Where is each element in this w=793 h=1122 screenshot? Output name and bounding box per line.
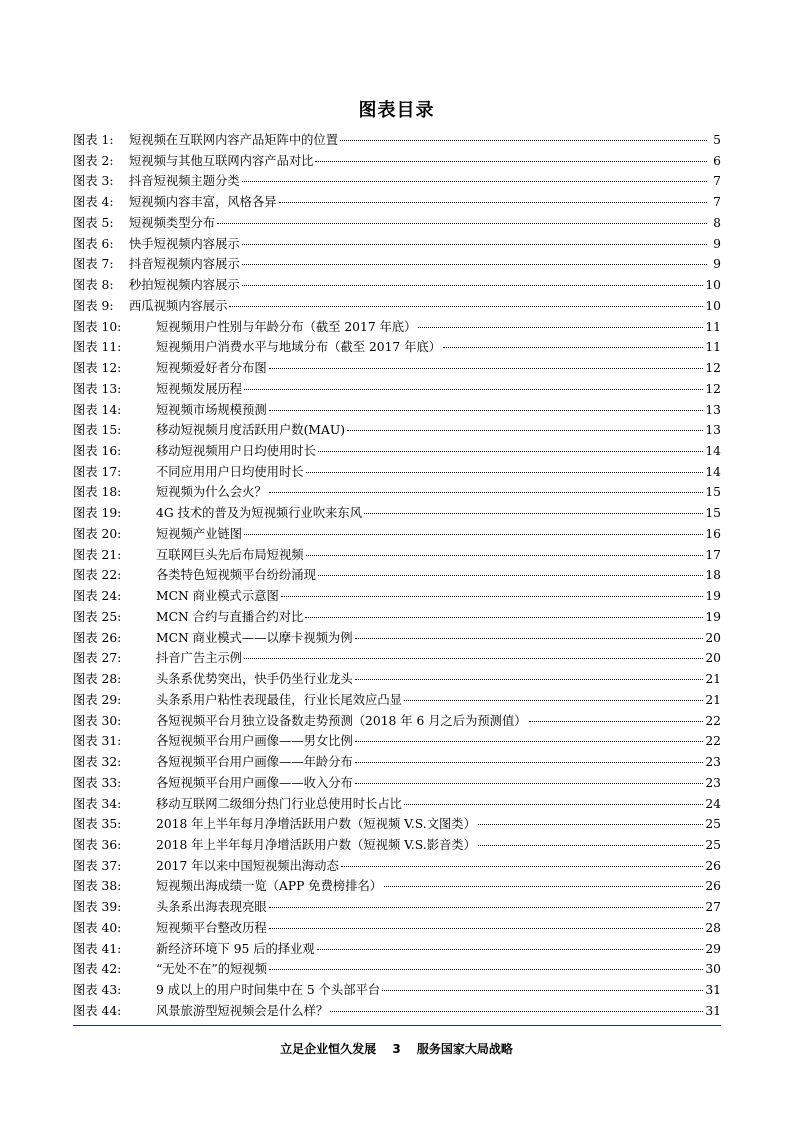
toc-entry[interactable] xyxy=(73,545,721,566)
toc-entry-title: 短视频市场规模预测 xyxy=(156,402,267,417)
toc-entry-label: 图表 9: xyxy=(73,298,114,313)
toc-entry-label: 图表 18: xyxy=(73,485,122,500)
toc-entry-label: 图表 33: xyxy=(73,775,122,790)
toc-entry-label: 图表 6: xyxy=(73,236,114,251)
toc-entry-label: 图表 2: xyxy=(73,153,114,168)
toc-entry-title: 各短视频平台用户画像——男女比例 xyxy=(156,734,353,749)
toc-entry-page: 25 xyxy=(705,817,721,832)
toc-entry-title: 秒拍短视频内容展示 xyxy=(129,278,240,293)
toc-entry[interactable] xyxy=(73,379,721,400)
toc-entry-title: 抖音短视频主题分类 xyxy=(129,174,240,189)
toc-entry-title: 短视频用户消费水平与地域分布（截至 2017 年底） xyxy=(156,340,442,355)
toc-entry-page: 20 xyxy=(705,630,721,645)
toc-entry-title: 互联网巨头先后布局短视频 xyxy=(156,547,304,562)
toc-entry-page: 26 xyxy=(705,858,721,873)
toc-entry-label: 图表 38: xyxy=(73,879,122,894)
toc-entry[interactable] xyxy=(73,794,721,815)
toc-dot-leader xyxy=(330,1011,703,1012)
toc-dot-leader xyxy=(229,306,703,307)
toc-entry[interactable] xyxy=(73,856,721,877)
footer-slogan-right: 服务国家大局战略 xyxy=(416,1042,513,1056)
page-title: 图表目录 xyxy=(358,100,435,121)
toc-dot-leader xyxy=(384,886,703,887)
toc-entry-title: 快手短视频内容展示 xyxy=(129,236,240,251)
toc-entry-label: 图表 20: xyxy=(73,526,122,541)
toc-dot-leader xyxy=(269,410,704,411)
toc-entry-title: 短视频在互联网内容产品矩阵中的位置 xyxy=(129,133,339,147)
toc-entry[interactable] xyxy=(73,669,721,690)
toc-entry-page: 25 xyxy=(705,837,721,852)
toc-entry[interactable] xyxy=(73,648,721,669)
toc-entry-page: 21 xyxy=(705,692,721,707)
toc-entry-label: 图表 14: xyxy=(73,402,122,417)
toc-entry-page: 11 xyxy=(705,319,721,334)
toc-entry-label: 图表 3: xyxy=(73,174,114,189)
toc-entry-label: 图表 11: xyxy=(73,340,122,355)
toc-entry-label: 图表 5: xyxy=(73,215,114,230)
toc-dot-leader xyxy=(306,472,704,473)
toc-entry[interactable] xyxy=(73,897,721,918)
toc-entry-page: 14 xyxy=(705,444,721,459)
toc-entry[interactable] xyxy=(73,400,721,421)
toc-dot-leader xyxy=(418,327,703,328)
toc-entry-page: 14 xyxy=(705,464,721,479)
toc-dot-leader xyxy=(529,721,704,722)
toc-entry[interactable] xyxy=(73,690,721,711)
toc-entry-page: 23 xyxy=(705,755,721,770)
toc-entry-label: 图表 25: xyxy=(73,609,122,624)
toc-dot-leader xyxy=(305,617,703,618)
toc-entry-page: 19 xyxy=(705,589,721,604)
toc-entry-page: 12 xyxy=(705,381,721,396)
toc-entry-label: 图表 40: xyxy=(73,920,122,935)
toc-dot-leader xyxy=(317,949,704,950)
toc-entry-title: 抖音短视频内容展示 xyxy=(129,257,240,272)
toc-entry-label: 图表 15: xyxy=(73,423,122,438)
toc-entry-label: 图表 35: xyxy=(73,817,122,832)
toc-entry-label: 图表 19: xyxy=(73,506,122,521)
toc-entry-label: 图表 31: xyxy=(73,734,122,749)
toc-entry-label: 图表 42: xyxy=(73,962,122,977)
toc-entry-page: 19 xyxy=(705,609,721,624)
toc-dot-leader xyxy=(382,990,703,991)
toc-entry-title: 移动短视频月度活跃用户数(MAU) xyxy=(156,423,345,438)
toc-dot-leader xyxy=(355,783,704,784)
toc-dot-leader xyxy=(443,347,703,348)
toc-entry-page: 23 xyxy=(705,775,721,790)
toc-entry-label: 图表 13: xyxy=(73,381,122,396)
toc-entry-title: 2017 年以来中国短视频出海动态 xyxy=(156,858,339,873)
toc-dot-leader xyxy=(355,679,704,680)
toc-entry-page: 13 xyxy=(705,402,721,417)
toc-entry-title: 2018 年上半年每月净增活跃用户数（短视频 V.S.文图类） xyxy=(156,817,476,832)
toc-entry-title: 短视频爱好者分布图 xyxy=(156,361,267,376)
toc-entry-label: 图表 43: xyxy=(73,983,122,998)
toc-entry-page: 12 xyxy=(705,361,721,376)
toc-entry-label: 图表 27: xyxy=(73,651,122,666)
toc-dot-leader xyxy=(404,700,703,701)
toc-entry-title: 短视频发展历程 xyxy=(156,381,243,396)
toc-entry[interactable] xyxy=(73,876,721,897)
toc-dot-leader xyxy=(306,555,704,556)
toc-entry-page: 15 xyxy=(705,506,721,521)
toc-entry-title: 头条系出海表现亮眼 xyxy=(156,900,267,915)
toc-entry[interactable] xyxy=(73,254,721,275)
toc-entry[interactable] xyxy=(73,752,721,773)
toc-entry[interactable] xyxy=(73,358,721,379)
toc-entry-label: 图表 24: xyxy=(73,589,122,604)
toc-entry[interactable] xyxy=(73,275,721,296)
footer-slogan-left: 立足企业恒久发展 xyxy=(280,1042,377,1056)
toc-entry[interactable] xyxy=(73,441,721,462)
toc-entry-page: 20 xyxy=(705,651,721,666)
toc-entry-title: 移动互联网二级细分热门行业总使用时长占比 xyxy=(156,796,402,811)
toc-entry-title: 各短视频平台用户画像——收入分布 xyxy=(156,775,353,790)
toc-entry[interactable] xyxy=(73,1001,721,1022)
toc-dot-leader xyxy=(404,804,703,805)
footer-page-number: 3 xyxy=(392,1042,401,1056)
toc-entry-title: 抖音广告主示例 xyxy=(156,651,243,666)
toc-entry[interactable] xyxy=(73,524,721,545)
toc-entry-title: 西瓜视频内容展示 xyxy=(129,298,228,313)
toc-entry-page: 17 xyxy=(705,547,721,562)
toc-entry-title: 4G 技术的普及为短视频行业吹来东风 xyxy=(156,506,363,521)
toc-entry-label: 图表 41: xyxy=(73,941,122,956)
toc-entry[interactable] xyxy=(73,296,721,317)
toc-entry-page: 16 xyxy=(705,526,721,541)
toc-dot-leader xyxy=(269,928,704,929)
toc-dot-leader xyxy=(242,285,704,286)
toc-dot-leader xyxy=(318,575,703,576)
toc-dot-leader xyxy=(355,741,704,742)
footer-divider xyxy=(73,1025,721,1026)
toc-entry-label: 图表 30: xyxy=(73,713,122,728)
toc-entry[interactable] xyxy=(73,337,721,358)
toc-dot-leader xyxy=(279,202,707,203)
toc-entry-title: 短视频平台整改历程 xyxy=(156,920,267,935)
toc-dot-leader xyxy=(340,140,707,141)
toc-entry-page: 21 xyxy=(705,672,721,687)
toc-entry-title: MCN 合约与直播合约对比 xyxy=(156,609,304,624)
toc-entry[interactable] xyxy=(73,607,721,628)
toc-entry[interactable] xyxy=(73,420,721,441)
toc-entry-page: 5 xyxy=(713,133,721,147)
toc-dot-leader xyxy=(478,824,703,825)
toc-dot-leader xyxy=(355,762,704,763)
toc-entry-page: 10 xyxy=(705,278,721,293)
toc-entry-title: “无处不在”的短视频 xyxy=(156,962,267,977)
toc-entry[interactable] xyxy=(73,586,721,607)
toc-entry-label: 图表 17: xyxy=(73,464,122,479)
toc-entry[interactable] xyxy=(73,151,721,172)
toc-entry-title: 各短视频平台用户画像——年龄分布 xyxy=(156,755,353,770)
toc-entry-page: 13 xyxy=(705,423,721,438)
toc-entry[interactable] xyxy=(73,628,721,649)
toc-entry-title: 短视频内容丰富，风格各异 xyxy=(129,195,277,210)
toc-entry[interactable] xyxy=(73,213,721,234)
toc-entry-label: 图表 37: xyxy=(73,858,122,873)
toc-entry[interactable] xyxy=(73,171,721,192)
toc-entry-page: 31 xyxy=(705,1003,721,1018)
toc-entry-page: 28 xyxy=(705,920,721,935)
toc-entry-label: 图表 32: xyxy=(73,755,122,770)
toc-entry[interactable] xyxy=(73,130,721,151)
toc-entry[interactable] xyxy=(73,980,721,1001)
toc-entry-page: 29 xyxy=(705,941,721,956)
toc-entry-title: 9 成以上的用户时间集中在 5 个头部平台 xyxy=(156,983,381,998)
toc-entry[interactable] xyxy=(73,711,721,732)
toc-entry-title: 2018 年上半年每月净增活跃用户数（短视频 V.S.影音类） xyxy=(156,837,476,852)
figure-list xyxy=(73,130,721,1022)
toc-entry-page: 8 xyxy=(713,215,721,230)
toc-entry-title: 风景旅游型短视频会是什么样？ xyxy=(156,1003,329,1018)
toc-entry-title: 头条系优势突出，快手仍坐行业龙头 xyxy=(156,672,353,687)
toc-entry[interactable] xyxy=(73,192,721,213)
toc-entry-label: 图表 34: xyxy=(73,796,122,811)
toc-entry-page: 9 xyxy=(713,257,721,272)
toc-entry[interactable] xyxy=(73,835,721,856)
toc-dot-leader xyxy=(244,534,703,535)
toc-entry-label: 图表 29: xyxy=(73,692,122,707)
toc-entry-label: 图表 21: xyxy=(73,547,122,562)
toc-entry-label: 图表 10: xyxy=(73,319,122,334)
toc-entry-title: 新经济环境下 95 后的择业观 xyxy=(156,941,315,956)
toc-entry-label: 图表 22: xyxy=(73,568,122,583)
toc-entry[interactable] xyxy=(73,814,721,835)
toc-entry[interactable] xyxy=(73,959,721,980)
toc-entry-title: 短视频类型分布 xyxy=(129,215,216,230)
toc-entry-page: 18 xyxy=(705,568,721,583)
toc-entry-page: 27 xyxy=(705,900,721,915)
toc-dot-leader xyxy=(217,223,707,224)
toc-entry-page: 10 xyxy=(705,298,721,313)
toc-entry[interactable] xyxy=(73,565,721,586)
toc-dot-leader xyxy=(269,969,703,970)
toc-entry-page: 7 xyxy=(713,174,721,189)
toc-entry-page: 30 xyxy=(705,962,721,977)
toc-entry-title: 移动短视频用户日均使用时长 xyxy=(156,444,316,459)
toc-entry-label: 图表 8: xyxy=(73,278,114,293)
toc-dot-leader xyxy=(244,658,703,659)
toc-entry-page: 24 xyxy=(705,796,721,811)
toc-entry-title: 短视频出海成绩一览（APP 免费榜排名） xyxy=(156,879,383,894)
toc-entry[interactable] xyxy=(73,773,721,794)
toc-entry-title: MCN 商业模式——以摩卡视频为例 xyxy=(156,630,353,645)
toc-entry-title: MCN 商业模式示意图 xyxy=(156,589,279,604)
toc-entry-page: 11 xyxy=(705,340,721,355)
toc-entry-label: 图表 4: xyxy=(73,195,114,210)
toc-dot-leader xyxy=(269,492,704,493)
toc-dot-leader xyxy=(315,161,707,162)
toc-entry[interactable] xyxy=(73,234,721,255)
toc-entry-page: 15 xyxy=(705,485,721,500)
toc-entry-label: 图表 36: xyxy=(73,837,122,852)
toc-entry[interactable] xyxy=(73,503,721,524)
toc-entry-label: 图表 28: xyxy=(73,672,122,687)
toc-dot-leader xyxy=(318,451,703,452)
toc-entry-title: 短视频产业链图 xyxy=(156,526,243,541)
toc-entry-title: 短视频用户性别与年龄分布（截至 2017 年底） xyxy=(156,319,417,334)
toc-entry[interactable] xyxy=(73,317,721,338)
toc-entry[interactable] xyxy=(73,482,721,503)
toc-entry-label: 图表 1: xyxy=(73,133,114,147)
toc-entry-title: 各类特色短视频平台纷纷涌现 xyxy=(156,568,316,583)
toc-dot-leader xyxy=(281,596,704,597)
toc-entry-label: 图表 44: xyxy=(73,1003,122,1018)
toc-entry-label: 图表 16: xyxy=(73,444,122,459)
toc-entry-title: 头条系用户粘性表现最佳，行业长尾效应凸显 xyxy=(156,692,402,707)
toc-entry-title: 短视频为什么会火？ xyxy=(156,485,267,500)
toc-dot-leader xyxy=(244,389,703,390)
page-footer xyxy=(0,1040,793,1057)
toc-dot-leader xyxy=(269,907,704,908)
toc-entry-page: 22 xyxy=(705,734,721,749)
toc-dot-leader xyxy=(478,845,703,846)
toc-dot-leader xyxy=(355,638,704,639)
toc-dot-leader xyxy=(242,181,707,182)
toc-entry-page: 22 xyxy=(705,713,721,728)
toc-entry[interactable] xyxy=(73,462,721,483)
toc-dot-leader xyxy=(347,430,703,431)
toc-entry-page: 6 xyxy=(713,153,721,168)
toc-entry-label: 图表 7: xyxy=(73,257,114,272)
toc-entry-page: 26 xyxy=(705,879,721,894)
toc-entry-page: 9 xyxy=(713,236,721,251)
toc-entry-title: 短视频与其他互联网内容产品对比 xyxy=(129,153,314,168)
toc-entry-title: 各短视频平台月独立设备数走势预测（2018 年 6 月之后为预测值） xyxy=(156,713,527,728)
toc-entry-label: 图表 12: xyxy=(73,361,122,376)
toc-dot-leader xyxy=(242,264,707,265)
toc-entry-title: 不同应用用户日均使用时长 xyxy=(156,464,304,479)
toc-entry[interactable] xyxy=(73,731,721,752)
toc-entry-page: 7 xyxy=(713,195,721,210)
toc-dot-leader xyxy=(364,513,703,514)
toc-entry-label: 图表 26: xyxy=(73,630,122,645)
toc-dot-leader xyxy=(341,866,704,867)
toc-entry-label: 图表 39: xyxy=(73,900,122,915)
toc-entry[interactable] xyxy=(73,939,721,960)
toc-dot-leader xyxy=(242,244,707,245)
toc-entry-page: 31 xyxy=(705,983,721,998)
toc-dot-leader xyxy=(269,368,704,369)
toc-entry[interactable] xyxy=(73,918,721,939)
